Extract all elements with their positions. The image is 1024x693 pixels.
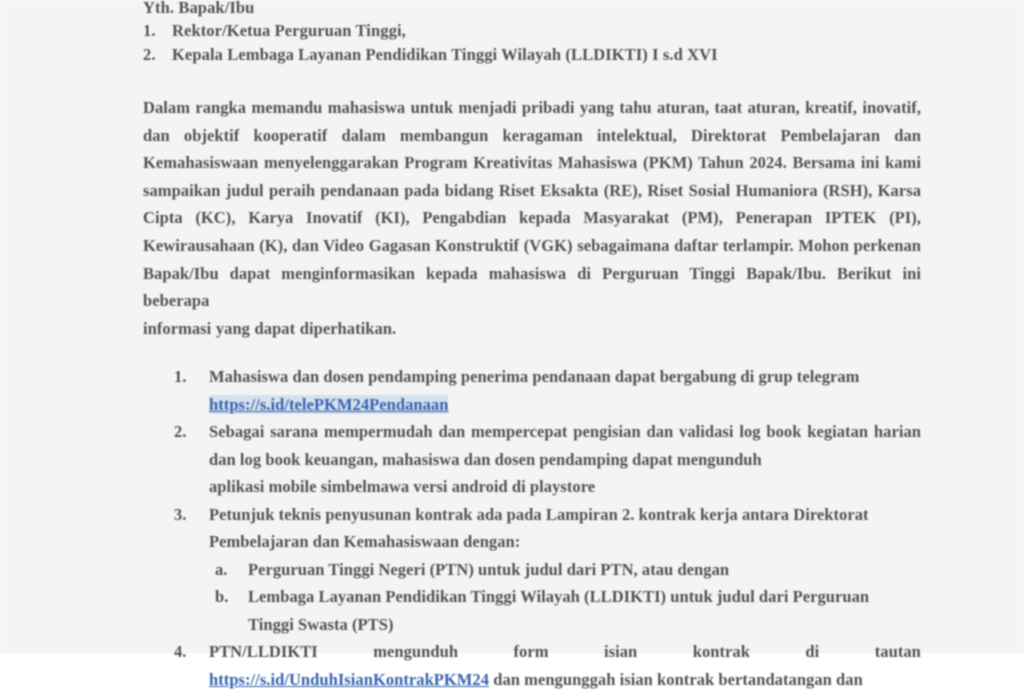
list-marker: 3. (174, 504, 187, 524)
list-marker: 1. (143, 21, 156, 40)
list-marker: 4. (174, 642, 187, 662)
list-item (173, 363, 921, 418)
sub-list-item-last-line: Tinggi Swasta (PTS) (248, 614, 394, 634)
sub-list-item (215, 583, 921, 638)
list-item (173, 501, 921, 639)
paragraph-spacer (143, 66, 921, 94)
document-body (143, 0, 921, 693)
information-list (143, 363, 921, 693)
addressee-list-item (143, 19, 921, 43)
list-item-text: Mahasiswa dan dosen pendamping penerima pendanaan dapat bergabung di grup telegram (209, 367, 860, 387)
addressee-list (143, 19, 921, 66)
sub-list (209, 556, 921, 639)
list-item-text: Sebagai sarana mempermudah dan mempercepat pengisian dan validasi log book kegiatan harian dan log book keuangan, mahasiswa dan dosen pendamping dapat mengunduh (209, 422, 921, 469)
list-marker: 2. (143, 44, 156, 64)
sub-list-item (215, 556, 921, 584)
list-item-last-line: Pembelajaran dan Kemahasiswaan dengan: (209, 532, 521, 552)
intro-paragraph-text: Dalam rangka memandu mahasiswa untuk menjadi pribadi yang tahu aturan, taat aturan, kreatif, inovatif, dan objektif kooperatif dalam membangun keragaman intelektual, Direktorat Pembelajaran dan Kemahasiswaan menyelenggarakan Program Kreativitas Mahasiswa (PKM) Tahun 2024. Bersama ini kami sampaikan judul peraih pendanaan pada bidang Riset Eksakta (RE), Riset Sosial Humaniora (RSH), Karsa Cipta (KC), Karya Inovatif (KI), Pengabdian kepada Masyarakat (PM), Penerapan IPTEK (PI), Kewirausahaan (K), dan Video Gagasan Konstruktif (VGK) sebagaimana daftar terlampir. Mohon perkenan Bapak/Ibu dapat menginformasikan kepada mahasiswa di Perguruan Tinggi Bapak/Ibu. Berikut ini beberapa (143, 98, 921, 311)
sub-list-item-text: Lembaga Layanan Pendidikan Tinggi Wilayah (LLDIKTI) untuk judul dari Perguruan (248, 587, 870, 607)
addressee-list-item-text: Rektor/Ketua Perguruan Tinggi, (172, 21, 406, 40)
sub-list-marker: a. (215, 559, 228, 579)
justified-word: form (513, 642, 549, 662)
addressee-heading: Yth. Bapak/Ibu (143, 0, 255, 17)
sub-list-item-text: Perguruan Tinggi Negeri (PTN) untuk judul dari PTN, atau dengan (248, 559, 730, 579)
list-item (173, 418, 921, 501)
list-item-text: Petunjuk teknis penyusunan kontrak ada pada Lampiran 2. kontrak kerja antara Direktorat (209, 504, 869, 524)
justified-word: di (805, 642, 820, 662)
list-item-last-line: aplikasi mobile simbelmawa versi android di playstore (209, 477, 596, 497)
intro-paragraph-last-line (143, 315, 921, 343)
list-marker: 1. (174, 367, 187, 387)
list-item-link-line (209, 666, 921, 693)
sub-list-marker: b. (215, 587, 229, 607)
addressee-list-item-text: Kepala Lembaga Layanan Pendidikan Tinggi Wilayah (LLDIKTI) I s.d XVI (172, 44, 718, 64)
list-item (173, 638, 921, 693)
telegram-group-link[interactable]: https://s.id/telePKM24Pendanaan (209, 394, 449, 414)
list-item-text-after-link: dan mengunggah isian kontrak bertandatangan dan (489, 669, 863, 689)
list-marker: 2. (174, 422, 187, 442)
intro-paragraph (143, 94, 921, 315)
addressee-list-item (143, 43, 921, 67)
justified-word: PTN/LLDIKTI (209, 642, 318, 662)
list-item-justified-line (209, 638, 921, 666)
justified-word: mengunduh (373, 642, 459, 662)
contract-form-download-link[interactable]: https://s.id/UnduhIsianKontrakPKM24 (209, 669, 490, 689)
justified-word: tautan (874, 642, 921, 662)
list-spacer (143, 342, 921, 363)
intro-paragraph-last-line-text: informasi yang dapat diperhatikan. (143, 318, 397, 338)
justified-word: isian (604, 642, 638, 662)
justified-word: kontrak (692, 642, 750, 662)
